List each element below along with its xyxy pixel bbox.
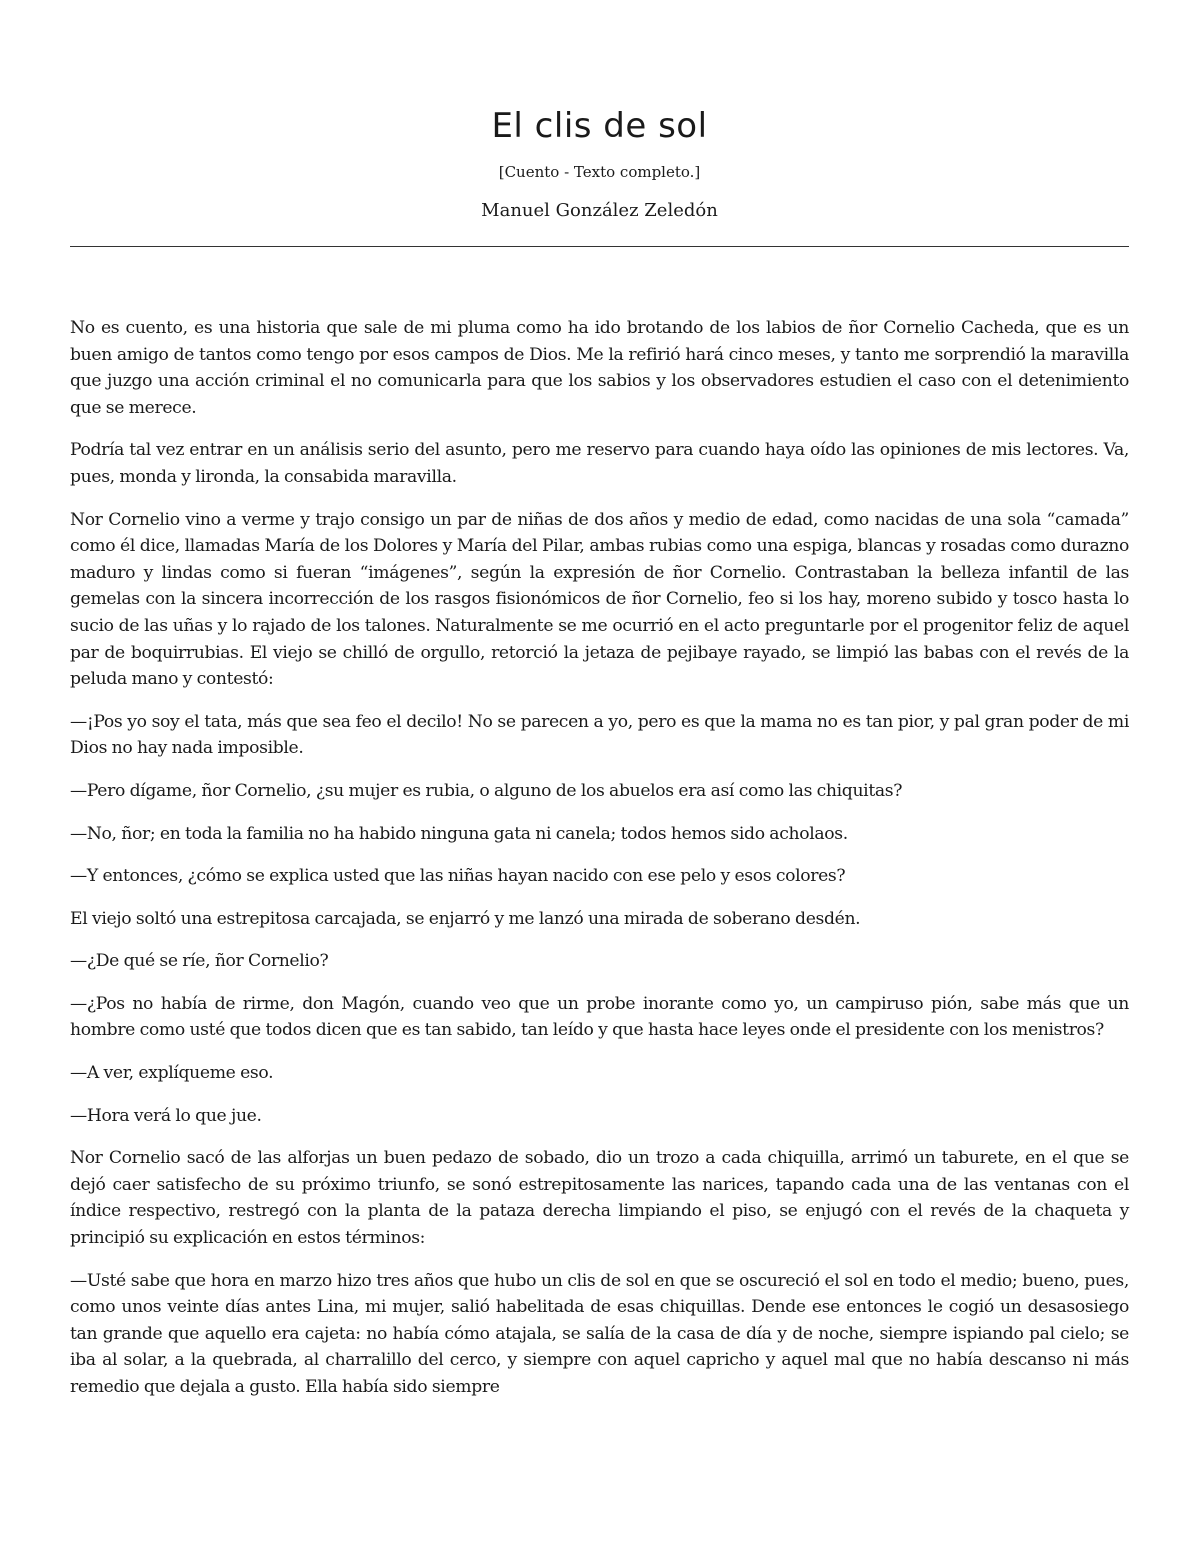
paragraph: El viejo soltó una estrepitosa carcajada, se enjarró y me lanzó una mirada de soberano desdén. (70, 908, 861, 929)
paragraph: —Usté sabe que hora en marzo hizo tres años que hubo un clis de sol en que se oscureció el sol en todo el medio; bueno, pues, como unos veinte días antes Lina, mi mujer, salió habelitada de esas chiquillas. Dende ese entonces le cogió un desasosiego tan grande que aquello era cajeta: no había cómo atajala, se salía de la casa de día y de noche, siempre ispiando pal cielo; se iba al solar, a la quebrada, al charralillo del cerco, y siempre con aquel capricho y aquel mal que no había descanso ni más remedio que dejala a gusto. Ella había sido siempre (70, 1270, 1129, 1397)
paragraph: Nor Cornelio vino a verme y trajo consigo un par de niñas de dos años y medio de edad, como nacidas de una sola “camada” como él dice, llamadas María de los Dolores y María del Pilar, ambas rubias como una espiga, blancas y rosadas como durazno maduro y lindas como si fueran “imágenes”, según la expresión de ñor Cornelio. Contrastaban la belleza infantil de las gemelas con la sincera incorrección de los rasgos fisionómicos de ñor Cornelio, feo si los hay, moreno subido y tosco hasta lo sucio de las uñas y lo rajado de los talones. Naturalmente se me ocurrió en el acto preguntarle por el progenitor feliz de aquel par de boquirrubias. El viejo se chilló de orgullo, retorció la jetaza de pejibaye rayado, se limpió las babas con el revés de la peluda mano y contestó: (70, 509, 1129, 690)
paragraph: —¡Pos yo soy el tata, más que sea feo el decilo! No se parecen a yo, pero es que la mama no es tan pior, y pal gran poder de mi Dios no hay nada imposible. (70, 711, 1129, 759)
paragraph: —¿De qué se ríe, ñor Cornelio? (70, 951, 329, 972)
story-title: El clis de sol (491, 106, 708, 146)
paragraph: —A ver, explíqueme eso. (70, 1063, 274, 1084)
story-body (70, 315, 1129, 1401)
paragraph: No es cuento, es una historia que sale de mi pluma como ha ido brotando de los labios de ñor Cornelio Cacheda, que es un buen amigo de tantos como tengo por esos campos de Dios. Me la refirió hará cinco meses, y tanto me sorprendió la maravilla que juzgo una acción criminal el no comunicarla para que los sabios y los observadores estudien el caso con el detenimiento que se merece. (70, 318, 1129, 418)
paragraph: —No, ñor; en toda la familia no ha habido ninguna gata ni canela; todos hemos sido acholaos. (70, 823, 848, 844)
paragraph: Nor Cornelio sacó de las alforjas un buen pedazo de sobado, dio un trozo a cada chiquilla, arrimó un taburete, en el que se dejó caer satisfecho de su próximo triunfo, se sonó estrepitosamente las narices, tapando cada una de las ventanas con el índice respectivo, restregó con la planta de la pataza derecha limpiando el piso, se enjugó con el revés de la chaqueta y principió su explicación en estos términos: (70, 1148, 1129, 1249)
story-author: Manuel González Zeledón (481, 200, 718, 221)
paragraph: —Pero dígame, ñor Cornelio, ¿su mujer es rubia, o alguno de los abuelos era así como las chiquitas? (70, 780, 903, 801)
header-divider (70, 246, 1129, 247)
paragraph: —Y entonces, ¿cómo se explica usted que las niñas hayan nacido con ese pelo y esos colores? (70, 866, 846, 887)
paragraph: —¿Pos no había de rirme, don Magón, cuando veo que un probe inorante como yo, un campiruso pión, sabe más que un hombre como usté que todos dicen que es tan sabido, tan leído y que hasta hace leyes onde el presidente con los menistros? (70, 993, 1129, 1041)
document-page (70, 0, 1129, 1417)
story-subtitle: [Cuento - Texto completo.] (498, 163, 701, 181)
paragraph: Podría tal vez entrar en un análisis serio del asunto, pero me reservo para cuando haya oído las opiniones de mis lectores. Va, pues, monda y lironda, la consabida maravilla. (70, 440, 1129, 487)
paragraph: —Hora verá lo que jue. (70, 1105, 262, 1126)
